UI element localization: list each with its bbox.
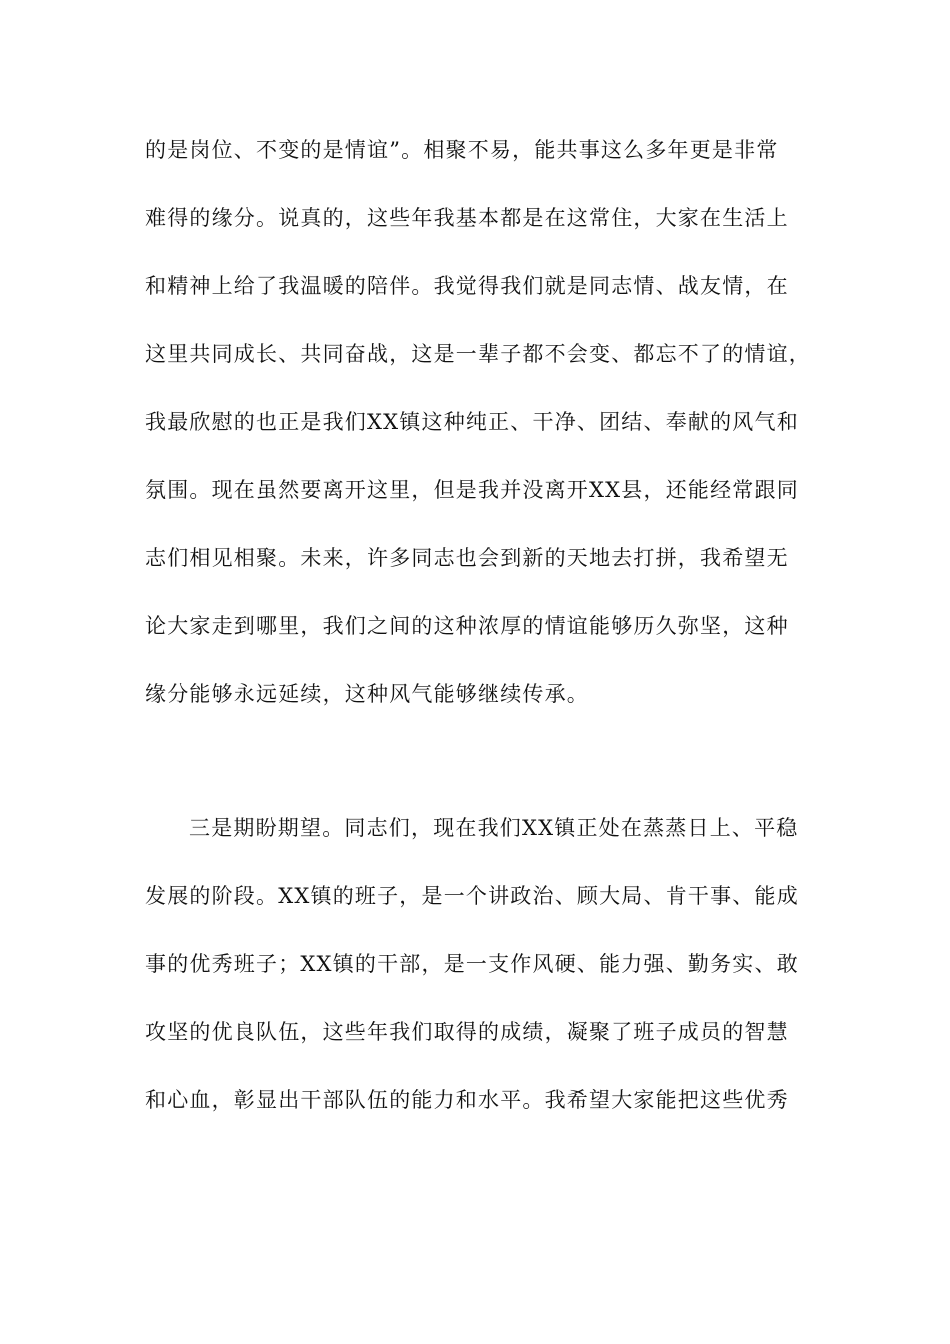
paragraph-continued (145, 130, 811, 742)
paragraph-line: 缘分能够永远延续，这种风气能够继续传承。 (145, 682, 589, 706)
paragraph-line: 攻坚的优良队伍，这些年我们取得的成绩，凝聚了班子成员的智慧 (145, 1020, 789, 1044)
paragraph-line: 论大家走到哪里，我们之间的这种浓厚的情谊能够历久弥坚，这种 (145, 614, 789, 638)
paragraph-line: 我最欣慰的也正是我们XX镇这种纯正、干净、团结、奉献的风气和 (145, 410, 799, 434)
paragraph-line: 发展的阶段。XX镇的班子，是一个讲政治、顾大局、肯干事、能成 (145, 884, 799, 908)
paragraph-line: 的是岗位、不变的是情谊”。相聚不易，能共事这么多年更是非常 (145, 138, 779, 162)
paragraph-line: 志们相见相聚。未来，许多同志也会到新的天地去打拼，我希望无 (145, 546, 789, 570)
paragraph-line: 氛围。现在虽然要离开这里，但是我并没离开XX县，还能经常跟同 (145, 478, 799, 502)
paragraph-line: 和精神上给了我温暖的陪伴。我觉得我们就是同志情、战友情，在 (145, 274, 789, 298)
paragraph-line: 这里共同成长、共同奋战，这是一辈子都不会变、都忘不了的情谊， (145, 342, 811, 366)
paragraph-three (145, 808, 805, 1148)
paragraph-line: 和心血，彰显出干部队伍的能力和水平。我希望大家能把这些优秀 (145, 1088, 789, 1112)
paragraph-line: 事的优秀班子；XX镇的干部，是一支作风硬、能力强、勤务实、敢 (145, 952, 799, 976)
paragraph-line: 难得的缘分。说真的，这些年我基本都是在这常住，大家在生活上 (145, 206, 789, 230)
paragraph-first-line: 三是期盼期望。同志们，现在我们XX镇正处在蒸蒸日上、平稳 (189, 816, 799, 840)
